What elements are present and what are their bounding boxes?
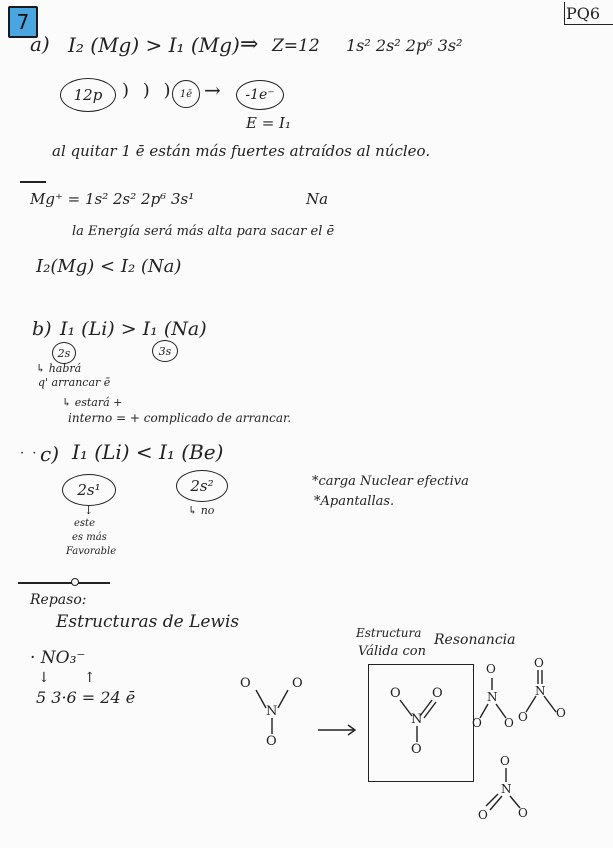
page-number: 7	[16, 10, 30, 34]
orbital-na-label: 3s	[158, 344, 172, 358]
atomic-number: Z=12	[272, 36, 320, 56]
atom-o-8: O	[472, 716, 482, 730]
molecule-formula: · NO₃⁻	[30, 648, 86, 668]
atom-o-11: O	[518, 710, 528, 724]
part-a-inequality: I₂ (Mg) > I₁ (Mg)	[68, 33, 240, 57]
atom-n-1: N	[266, 704, 278, 719]
electron-shells: ) ) )	[122, 80, 175, 101]
atom-o-2: O	[292, 676, 303, 691]
atom-o-3: O	[266, 734, 277, 749]
electron-count: 5 3·6 = 24 ē	[36, 688, 136, 707]
orbital-li-label: 2s	[57, 346, 71, 360]
note-interno: interno = + complicado de arrancar.	[68, 411, 292, 425]
part-c-label: c)	[40, 442, 60, 466]
orbital-li-c-label: 2s¹	[77, 481, 101, 499]
na-label: Na	[306, 190, 329, 208]
atom-o-12: O	[556, 706, 566, 720]
atom-o-1: O	[240, 676, 251, 691]
atom-n-2: N	[411, 712, 423, 727]
mg-configuration: 1s² 2s² 2p⁶ 3s²	[346, 36, 463, 55]
be-note: ↳ no	[188, 504, 215, 517]
part-c-inequality: I₁ (Li) < I₁ (Be)	[72, 440, 224, 464]
electron-small-label: 1ē	[179, 88, 193, 100]
atom-o-14: O	[478, 808, 488, 822]
li-note-favorable: Favorable	[66, 546, 117, 557]
part-a-label: a)	[30, 32, 50, 56]
result-inequality: I₂(Mg) < I₂ (Na)	[36, 256, 182, 277]
atom-o-6: O	[411, 742, 422, 757]
atom-o-10: O	[534, 656, 544, 670]
atom-o-13: O	[500, 754, 510, 768]
note-remove-electron: al quitar 1 ē están más fuertes atraídos al núcleo.	[52, 142, 431, 160]
note-estara: ↳ estará +	[62, 396, 123, 409]
atom-o-9: O	[504, 716, 514, 730]
orbital-be-label: 2s²	[190, 477, 214, 495]
energy-label: E = I₁	[246, 114, 291, 132]
valid-structure-label: Estructura	[356, 626, 422, 640]
down-arrow-icon: ↓	[84, 504, 94, 517]
arrow-right-icon: →	[204, 78, 221, 102]
atom-o-15: O	[518, 806, 528, 820]
repaso-subtitle: Estructuras de Lewis	[56, 612, 240, 632]
atom-o-4: O	[390, 686, 401, 701]
part-b-label: b)	[32, 318, 52, 340]
atom-o-5: O	[432, 686, 443, 701]
nucleus-label: 12p	[73, 86, 103, 104]
atom-n-4: N	[535, 684, 546, 698]
valid-with-label: Válida con	[358, 644, 426, 659]
note-arrancar: q' arrancar ē	[38, 376, 111, 389]
ion-configuration: Mg⁺ = 1s² 2s² 2p⁶ 3s¹	[30, 190, 195, 208]
atom-n-5: N	[501, 782, 512, 796]
resonance-label: Resonancia	[434, 632, 516, 648]
implies-arrow: ⇒	[240, 32, 259, 57]
note-energy: la Energía será más alta para sacar el ē	[72, 224, 335, 239]
note-habra: ↳ habrá	[36, 362, 82, 375]
atom-o-7: O	[486, 662, 496, 676]
dotted-marker: · ·	[20, 446, 39, 461]
page-tag: PQ6	[566, 4, 601, 23]
li-note-esmas: es más	[72, 532, 107, 543]
atom-n-3: N	[487, 690, 498, 704]
repaso-title: Repaso:	[30, 592, 87, 608]
side-note-apantallas: *Apantallas.	[314, 494, 395, 509]
side-note-carga: *carga Nuclear efectiva	[312, 474, 469, 489]
count-arrows: ↓↑	[38, 670, 130, 686]
li-note-este: este	[74, 518, 95, 529]
part-b-inequality: I₁ (Li) > I₁ (Na)	[60, 318, 207, 340]
removed-electron-label: -1e⁻	[245, 87, 275, 103]
